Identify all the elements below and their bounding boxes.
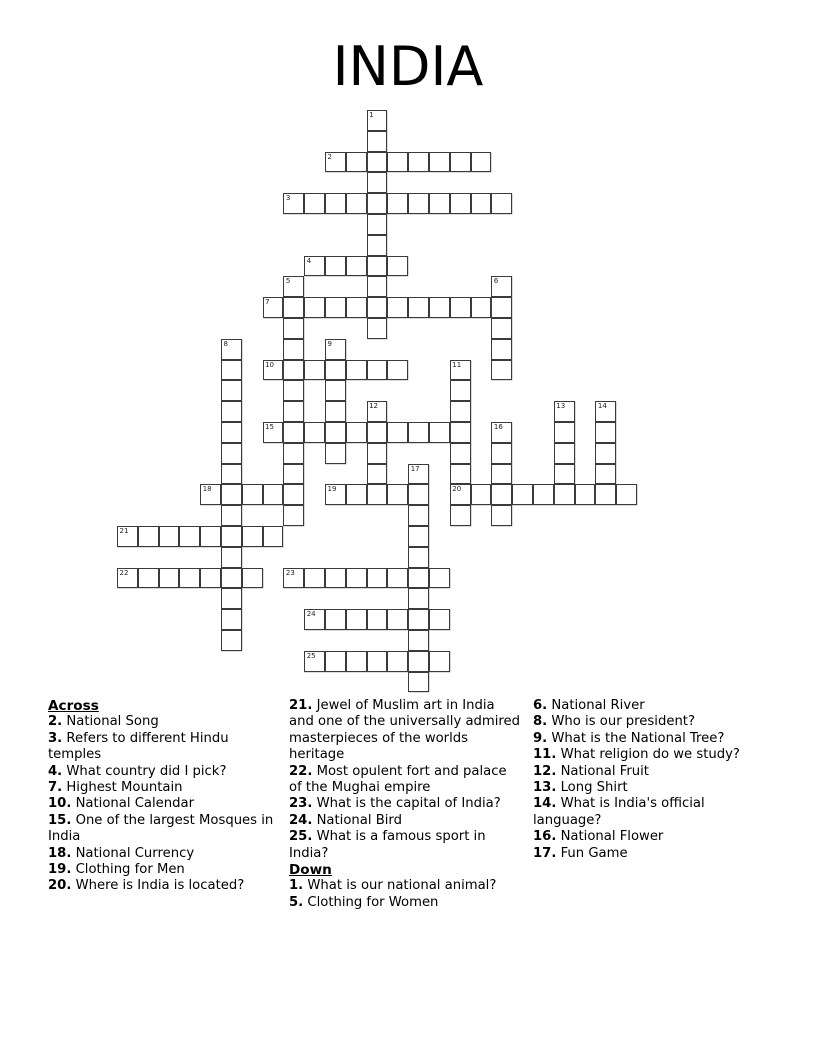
grid-cell[interactable] [387,568,408,589]
grid-cell[interactable] [221,568,242,589]
clue-item-number: 23. [289,796,313,812]
grid-cell[interactable] [533,484,554,505]
grid-cell[interactable] [387,193,408,214]
grid-cell[interactable] [450,380,471,401]
grid-cell[interactable] [159,568,180,589]
clue-item-number: 22. [289,763,313,779]
clue-item: 8. Who is our president? [533,714,695,730]
grid-cell[interactable] [367,172,388,193]
clue-column-middle [289,698,522,911]
grid-cell[interactable] [408,297,429,318]
clue-number: 10 [265,360,275,369]
clue-item: 24. National Bird [289,812,402,828]
grid-cell[interactable] [408,526,429,547]
clue-item: 6. National River [533,698,645,713]
clue-item-number: 2. [48,714,63,730]
clue-item-number: 10. [48,796,72,812]
grid-cell[interactable] [283,339,304,360]
grid-cell[interactable] [221,401,242,422]
grid-cell[interactable] [367,443,388,464]
grid-cell[interactable] [408,609,429,630]
clue-item: 10. National Calendar [48,796,195,812]
grid-cell[interactable] [325,360,346,381]
grid-cell[interactable] [263,422,284,443]
grid-cell[interactable] [387,609,408,630]
grid-cell[interactable] [575,484,596,505]
grid-cell[interactable] [346,193,367,214]
grid-cell[interactable] [221,360,242,381]
clue-item-number: 24. [289,812,313,828]
grid-cell[interactable] [283,193,304,214]
grid-cell[interactable] [429,297,450,318]
grid-cell[interactable] [346,256,367,277]
grid-cell[interactable] [471,297,492,318]
grid-cell[interactable] [263,526,284,547]
clue-item-number: 11. [533,747,557,763]
grid-cell[interactable] [450,484,471,505]
grid-cell[interactable] [367,297,388,318]
grid-cell[interactable] [387,484,408,505]
grid-cell[interactable] [408,672,429,693]
clue-item-number: 20. [48,878,72,894]
grid-cell[interactable] [595,484,616,505]
grid-cell[interactable] [367,651,388,672]
grid-cell[interactable] [179,568,200,589]
grid-cell[interactable] [367,193,388,214]
grid-cell[interactable] [283,297,304,318]
grid-cell[interactable] [325,152,346,173]
grid-cell[interactable] [367,609,388,630]
clue-number: 25 [306,651,316,660]
grid-cell[interactable] [387,651,408,672]
grid-cell[interactable] [554,401,575,422]
clue-item-number: 16. [533,829,557,845]
grid-cell[interactable] [367,484,388,505]
clue-item-number: 14. [533,796,557,812]
grid-cell[interactable] [554,464,575,485]
grid-cell[interactable] [595,464,616,485]
clue-item-number: 18. [48,845,72,861]
grid-cell[interactable] [221,380,242,401]
clue-item: 23. What is the capital of India? [289,796,501,812]
grid-cell[interactable] [325,422,346,443]
grid-cell[interactable] [450,152,471,173]
grid-cell[interactable] [325,401,346,422]
grid-cell[interactable] [408,464,429,485]
grid-cell[interactable] [471,484,492,505]
clue-item: 25. What is a famous sport in India? [289,829,486,861]
grid-cell[interactable] [283,443,304,464]
clue-item: 20. Where is India is located? [48,878,245,894]
grid-cell[interactable] [367,318,388,339]
grid-cell[interactable] [283,401,304,422]
grid-cell[interactable] [325,339,346,360]
clue-item: 13. Long Shirt [533,780,628,796]
clue-item: 5. Clothing for Women [289,894,439,910]
grid-cell[interactable] [450,297,471,318]
clue-number: 1 [369,111,374,119]
grid-cell[interactable] [221,464,242,485]
grid-cell[interactable] [429,609,450,630]
grid-cell[interactable] [304,609,325,630]
clue-item: 19. Clothing for Men [48,862,185,878]
clue-item-number: 13. [533,780,557,796]
grid-cell[interactable] [304,297,325,318]
clue-number: 19 [327,485,337,494]
grid-cell[interactable] [346,609,367,630]
grid-cell[interactable] [408,152,429,173]
grid-cell[interactable] [367,422,388,443]
grid-cell[interactable] [325,443,346,464]
grid-cell[interactable] [450,464,471,485]
clue-list-header: Down [289,862,332,879]
grid-cell[interactable] [616,484,637,505]
clue-item: 11. What religion do we study? [533,747,740,763]
grid-cell[interactable] [221,630,242,651]
grid-cell[interactable] [491,464,512,485]
grid-cell[interactable] [429,422,450,443]
grid-cell[interactable] [408,422,429,443]
clue-item-number: 12. [533,763,557,779]
grid-cell[interactable] [117,526,138,547]
grid-cell[interactable] [346,651,367,672]
grid-cell[interactable] [283,464,304,485]
clue-item: 21. Jewel of Muslim art in India and one of the universally admired masterpieces of the worlds heritage [289,698,521,763]
grid-cell[interactable] [263,297,284,318]
clue-number: 24 [306,610,316,619]
grid-cell[interactable] [221,588,242,609]
grid-cell[interactable] [387,297,408,318]
clue-number: 12 [369,402,379,411]
grid-cell[interactable] [325,256,346,277]
grid-cell[interactable] [450,360,471,381]
clue-number: 20 [452,485,462,494]
grid-cell[interactable] [408,505,429,526]
grid-cell[interactable] [263,360,284,381]
grid-cell[interactable] [283,360,304,381]
grid-cell[interactable] [221,422,242,443]
grid-cell[interactable] [325,651,346,672]
grid-cell[interactable] [491,360,512,381]
grid-cell[interactable] [367,401,388,422]
grid-cell[interactable] [221,505,242,526]
grid-cell[interactable] [304,256,325,277]
grid-cell[interactable] [367,235,388,256]
grid-cell[interactable] [554,484,575,505]
clue-item: 15. One of the largest Mosques in India [48,812,274,845]
grid-cell[interactable] [367,152,388,173]
clue-number: 9 [327,339,332,348]
grid-cell[interactable] [304,193,325,214]
grid-cell[interactable] [283,568,304,589]
clue-item-number: 19. [48,862,72,878]
grid-cell[interactable] [491,297,512,318]
grid-cell[interactable] [387,422,408,443]
grid-cell[interactable] [491,505,512,526]
grid-cell[interactable] [346,297,367,318]
grid-cell[interactable] [346,568,367,589]
clue-item-number: 5. [289,894,304,910]
clue-item-number: 15. [48,812,72,828]
grid-cell[interactable] [304,568,325,589]
grid-cell[interactable] [367,256,388,277]
grid-cell[interactable] [450,505,471,526]
clue-item: 3. Refers to different Hindu temples [48,730,229,763]
grid-cell[interactable] [429,193,450,214]
grid-cell[interactable] [429,152,450,173]
clue-number: 8 [223,339,228,348]
grid-cell[interactable] [491,484,512,505]
grid-cell[interactable] [408,651,429,672]
grid-cell[interactable] [491,318,512,339]
grid-cell[interactable] [491,276,512,297]
grid-cell[interactable] [200,484,221,505]
grid-cell[interactable] [367,568,388,589]
clue-item: 17. Fun Game [533,845,628,861]
grid-cell[interactable] [367,110,388,131]
grid-cell[interactable] [283,484,304,505]
clue-number: 6 [493,277,499,286]
grid-cell[interactable] [221,609,242,630]
clue-item-number: 1. [289,878,304,894]
grid-cell[interactable] [325,380,346,401]
clue-number: 16 [493,423,503,431]
grid-cell[interactable] [491,422,512,443]
grid-cell[interactable] [159,526,180,547]
clue-item-number: 7. [48,780,63,796]
grid-cell[interactable] [491,339,512,360]
clue-number: 21 [119,527,129,535]
clue-item: 7. Highest Mountain [48,780,183,796]
grid-cell[interactable] [387,360,408,381]
grid-cell[interactable] [325,484,346,505]
grid-cell[interactable] [346,422,367,443]
clue-item: 2. National Song [48,714,159,730]
grid-cell[interactable] [450,443,471,464]
grid-cell[interactable] [325,297,346,318]
clue-column-across [48,698,282,895]
grid-cell[interactable] [512,484,533,505]
clue-item: 4. What country did I pick? [48,763,227,779]
grid-cell[interactable] [325,193,346,214]
clue-number: 3 [285,194,291,203]
grid-cell[interactable] [471,152,492,173]
grid-cell[interactable] [491,443,512,464]
grid-cell[interactable] [408,568,429,589]
grid-cell[interactable] [471,193,492,214]
clue-item-number: 3. [48,730,63,746]
grid-cell[interactable] [283,380,304,401]
grid-cell[interactable] [408,630,429,651]
clue-item-number: 9. [533,730,548,746]
grid-cell[interactable] [595,422,616,443]
clue-item-number: 21. [289,698,313,713]
clue-item-number: 17. [533,845,557,861]
grid-cell[interactable] [138,568,159,589]
clue-number: 2 [327,152,332,161]
clue-number: 11 [452,360,462,369]
grid-cell[interactable] [346,360,367,381]
grid-cell[interactable] [304,360,325,381]
clue-number: 14 [597,402,607,411]
clue-item-number: 6. [533,698,548,713]
grid-cell[interactable] [450,422,471,443]
grid-cell[interactable] [283,505,304,526]
grid-cell[interactable] [367,276,388,297]
grid-cell[interactable] [325,609,346,630]
grid-cell[interactable] [117,568,138,589]
clue-list-header: Across [48,698,99,714]
grid-cell[interactable] [283,422,304,443]
grid-cell[interactable] [221,526,242,547]
grid-cell[interactable] [367,131,388,152]
clue-item-number: 4. [48,763,63,779]
grid-cell[interactable] [387,152,408,173]
grid-cell[interactable] [200,568,221,589]
clue-item: 14. What is India's official language? [533,796,705,828]
grid-cell[interactable] [346,484,367,505]
grid-cell[interactable] [429,568,450,589]
puzzle-title: INDIA [332,35,484,98]
grid-cell[interactable] [304,422,325,443]
clue-item-number: 25. [289,829,313,845]
grid-cell[interactable] [595,401,616,422]
clue-item-number: 8. [533,714,548,730]
clue-number: 15 [265,423,275,431]
clue-column-down [533,698,768,862]
grid-cell[interactable] [491,193,512,214]
clue-item: 12. National Fruit [533,763,649,779]
clue-number: 5 [285,277,291,286]
grid-cell[interactable] [346,152,367,173]
clue-item: 1. What is our national animal? [289,878,497,894]
grid-cell[interactable] [221,484,242,505]
grid-cell[interactable] [595,443,616,464]
grid-cell[interactable] [263,484,284,505]
clue-item: 16. National Flower [533,829,664,845]
grid-cell[interactable] [408,193,429,214]
grid-cell[interactable] [554,443,575,464]
grid-cell[interactable] [325,568,346,589]
grid-cell[interactable] [429,651,450,672]
grid-cell[interactable] [304,651,325,672]
clue-number: 7 [265,298,270,307]
clue-number: 18 [202,485,212,494]
clue-number: 23 [285,568,295,577]
grid-cell[interactable] [408,484,429,505]
grid-cell[interactable] [387,256,408,277]
grid-cell[interactable] [200,526,221,547]
clue-item: 9. What is the National Tree? [533,730,725,746]
grid-cell[interactable] [242,526,263,547]
grid-cell[interactable] [450,401,471,422]
grid-cell[interactable] [221,547,242,568]
grid-cell[interactable] [367,360,388,381]
clue-item: 18. National Currency [48,845,195,861]
grid-cell[interactable] [408,588,429,609]
grid-cell[interactable] [221,443,242,464]
grid-cell[interactable] [283,318,304,339]
grid-cell[interactable] [367,214,388,235]
grid-cell[interactable] [450,193,471,214]
grid-cell[interactable] [138,526,159,547]
clue-number: 4 [306,256,312,265]
grid-cell[interactable] [283,276,304,297]
grid-cell[interactable] [367,464,388,485]
clue-number: 22 [119,568,129,577]
grid-cell[interactable] [221,339,242,360]
clue-item: 22. Most opulent fort and palace of the Mughai empire [289,763,507,796]
clue-number: 13 [556,402,566,411]
clue-number: 17 [410,464,420,473]
grid-cell[interactable] [554,422,575,443]
grid-cell[interactable] [242,484,263,505]
grid-cell[interactable] [408,547,429,568]
grid-cell[interactable] [179,526,200,547]
grid-cell[interactable] [242,568,263,589]
